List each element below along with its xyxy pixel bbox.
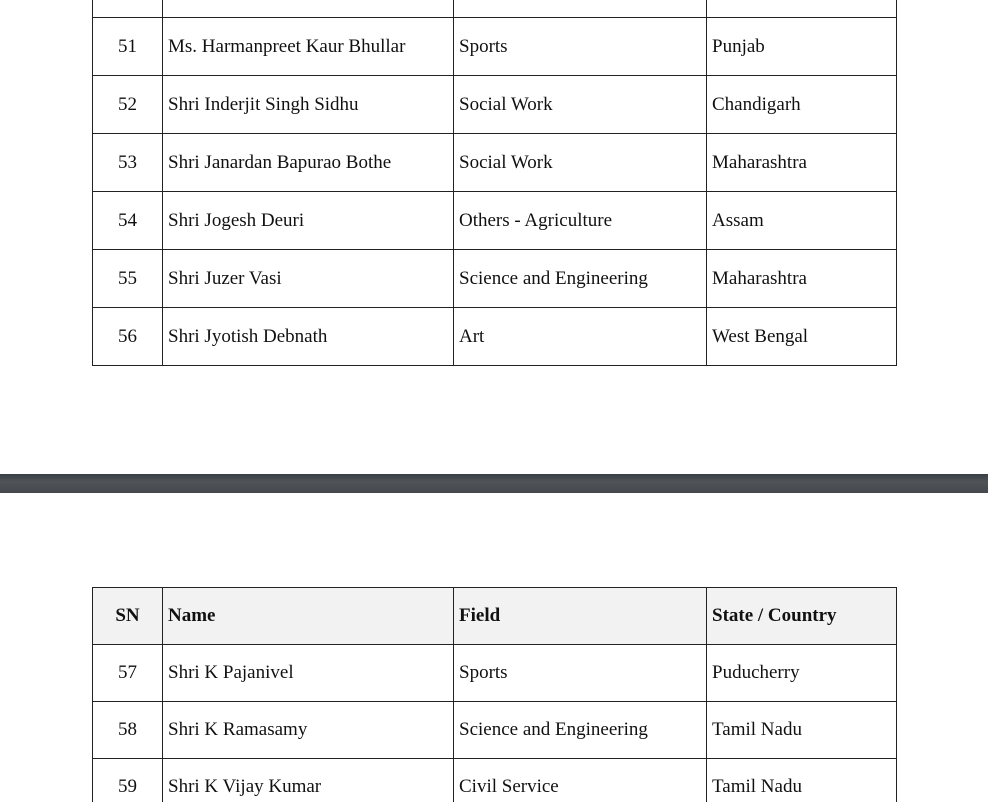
awardees-table [92, 587, 897, 802]
table-row [93, 250, 897, 308]
header-state: State / Country [707, 588, 897, 645]
name-cell: Shri Jogesh Deuri [163, 192, 454, 250]
table-row [93, 0, 897, 18]
field-cell: Science and Engineering [454, 702, 707, 759]
name-cell [163, 0, 454, 18]
state-cell: Tamil Nadu [707, 702, 897, 759]
state-cell: Maharashtra [707, 250, 897, 308]
field-cell: Others - Agriculture [454, 192, 707, 250]
state-cell [707, 0, 897, 18]
field-cell: Sports [454, 645, 707, 702]
field-cell: Civil Service [454, 759, 707, 802]
name-cell: Shri Juzer Vasi [163, 250, 454, 308]
table-row [93, 134, 897, 192]
document-page-bottom [0, 493, 988, 802]
table-row [93, 18, 897, 76]
state-cell: Assam [707, 192, 897, 250]
name-cell: Shri Jyotish Debnath [163, 308, 454, 366]
state-cell: Puducherry [707, 645, 897, 702]
sn-cell: 54 [93, 192, 163, 250]
name-cell: Shri K Vijay Kumar [163, 759, 454, 802]
name-cell: Ms. Harmanpreet Kaur Bhullar [163, 18, 454, 76]
table-row [93, 308, 897, 366]
table-header-row [93, 588, 897, 645]
header-name: Name [163, 588, 454, 645]
awardees-table-continued [92, 0, 897, 366]
sn-cell: 55 [93, 250, 163, 308]
sn-cell: 57 [93, 645, 163, 702]
header-field: Field [454, 588, 707, 645]
field-cell [454, 0, 707, 18]
state-cell: Tamil Nadu [707, 759, 897, 802]
table-row [93, 645, 897, 702]
field-cell: Art [454, 308, 707, 366]
state-cell: Chandigarh [707, 76, 897, 134]
sn-cell: 53 [93, 134, 163, 192]
name-cell: Shri K Ramasamy [163, 702, 454, 759]
sn-cell: 58 [93, 702, 163, 759]
field-cell: Social Work [454, 76, 707, 134]
field-cell: Social Work [454, 134, 707, 192]
state-cell: West Bengal [707, 308, 897, 366]
name-cell: Shri Janardan Bapurao Bothe [163, 134, 454, 192]
name-cell: Shri Inderjit Singh Sidhu [163, 76, 454, 134]
table-row [93, 759, 897, 802]
sn-cell: 59 [93, 759, 163, 802]
table-row [93, 192, 897, 250]
state-cell: Maharashtra [707, 134, 897, 192]
name-cell: Shri K Pajanivel [163, 645, 454, 702]
field-cell: Sports [454, 18, 707, 76]
sn-cell: 52 [93, 76, 163, 134]
table-row [93, 76, 897, 134]
field-cell: Science and Engineering [454, 250, 707, 308]
state-cell: Punjab [707, 18, 897, 76]
sn-cell: 56 [93, 308, 163, 366]
page-separator [0, 474, 988, 493]
sn-cell: 51 [93, 18, 163, 76]
header-sn: SN [93, 588, 163, 645]
sn-cell [93, 0, 163, 18]
table-row [93, 702, 897, 759]
